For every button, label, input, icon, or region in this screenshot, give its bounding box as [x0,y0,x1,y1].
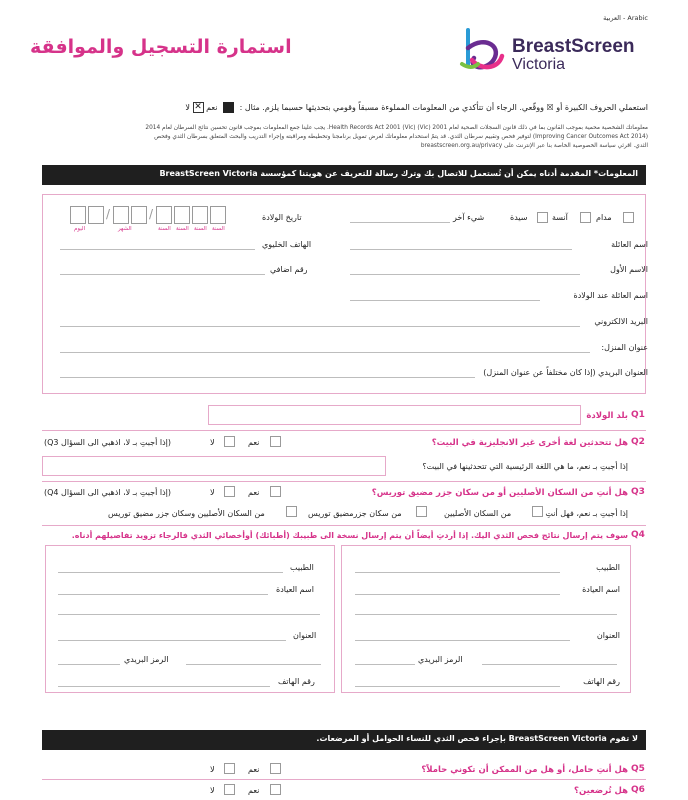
surname-label: اسم العائلة [611,240,648,249]
doctor1-clinic-label: اسم العيادة [582,585,620,594]
dob-year-1[interactable] [156,206,172,224]
birth-surname-label: اسم العائلة عند الولادة [573,291,648,300]
divider-q3 [42,525,646,526]
title-miss-label: آنسة [552,213,568,222]
q6-yes-checkbox[interactable] [270,784,281,795]
doctor1-postcode-label: الرمز البريدي [418,655,463,664]
example-checked-box [223,102,234,113]
q3-label: هل أنتِ من السكان الأصليين أو من سكان جزر مضيق توريس؟ [371,488,628,498]
doctor1-clinic-input[interactable] [355,594,560,595]
other-phone-input[interactable] [60,274,265,275]
personal-details-panel [42,194,646,394]
title-other-input[interactable] [350,222,450,223]
logo-text-1: BreastScreen [512,36,635,57]
doctor1-phone-input[interactable] [355,686,560,687]
dob-label: تاريخ الولادة [262,213,302,222]
mobile-label: الهاتف الخليوي [262,240,312,249]
q2-follow-label: إذا أجبتِ بـ نعم، ما هي اللغة الرئيسية التي تتحدثينها في البيت؟ [422,462,628,471]
q2-number: Q2 [631,437,645,447]
example-no: لا [185,103,190,112]
q6-yes-label: نعم [248,786,260,795]
language-tag: Arabic - العربية [603,14,648,22]
q2-yes-checkbox[interactable] [270,436,281,447]
q3-torres-label: من سكان جزرمضيق توريس [308,509,402,518]
q4-label: سوف يتم إرسال نتائج فحص الثدي اليك. إذا أردتِ أيضاً أن يتم إرسال نسخة الى طبيبك (أطبائك) أوأخصائي الثدي فالرجاء تزويد تفاصيلهم أدناه. [71,531,628,540]
doctor1-phone-label: رقم الهاتف [583,677,620,686]
q2-no-checkbox[interactable] [224,436,235,447]
logo-text-2: Victoria [512,56,566,73]
postal-address-label: العنوان البريدي (إذا كان مختلفاً عن عنوان المنزل) [483,368,648,377]
home-address-label: عنوان المنزل: [601,343,648,352]
q3-both-checkbox[interactable] [286,506,297,517]
divider-q1 [42,430,646,431]
q2-no-label: لا [210,438,215,447]
doctor2-address-input-2[interactable] [186,664,321,665]
title-miss-checkbox[interactable] [580,212,591,223]
doctor2-name-label: الطبيب [290,563,314,572]
dob-year-sub-1: السنة [158,226,171,232]
q3-skip-note: (إذا أجبتِ بـ لا، اذهبي الى السؤال Q4) [44,488,171,497]
divider-q2 [42,481,646,482]
q4-number: Q4 [631,530,645,540]
dob-month-1[interactable] [113,206,129,224]
home-address-input[interactable] [60,352,590,353]
q3-torres-checkbox[interactable] [416,506,427,517]
q3-number: Q3 [631,487,645,497]
dob-year-4[interactable] [210,206,226,224]
q3-both-label: من السكان الأصليين وسكان جزر مضيق توريس [108,509,265,518]
instructions-text: استعملي الحروف الكبيرة أو ☒ ووقّعي. الرجاء أن تتأكدي من المعلومات المملوءة مسبقاً وقومي بتحديثها حسبما يلزم. مثال : [239,103,648,112]
dob-year-sub-3: السنة [194,226,207,232]
doctor2-clinic-input-2[interactable] [58,614,320,615]
q3-no-checkbox[interactable] [224,486,235,497]
q6-label: هل تُرضعين؟ [574,786,628,796]
title-ms-label: سيدة [510,213,528,222]
other-phone-label: رقم اضافي [270,265,308,274]
q6-number: Q6 [631,785,645,795]
dob-slash-1: / [106,207,111,221]
doctor2-phone-label: رقم الهاتف [278,677,315,686]
q1-country-input[interactable] [208,405,581,425]
email-input[interactable] [60,326,580,327]
dob-day-1[interactable] [70,206,86,224]
q1-number: Q1 [631,410,645,420]
dob-day-2[interactable] [88,206,104,224]
mobile-input[interactable] [60,249,255,250]
doctor1-address-input-2[interactable] [482,664,617,665]
title-other-label: شيء آخر [453,213,485,222]
q2-skip-note: (إذا أجبتِ بـ لا، اذهبي الى السؤال Q3) [44,438,171,447]
postal-address-input[interactable] [60,377,475,378]
example-yes: نعم [206,103,218,112]
section-2-header: لا تقوم BreastScreen Victoria بإجراء فحص الثدي للنساء الحوامل أو المرضعات. [42,730,646,750]
doctor1-address-input[interactable] [355,640,570,641]
doctor-panel-1 [341,545,631,693]
q5-no-label: لا [210,765,215,774]
doctor1-name-input[interactable] [355,572,560,573]
dob-year-3[interactable] [192,206,208,224]
privacy-line-1: معلوماتك الشخصية محمية بموجب القانون بما في ذلك قانون السجلات الصحية لعام 2001 (Vic) Health Records Act 2001 (Vic). يجب علينا جمع المعلومات بموجب قانون تحسين نتائج السرطان لعام 2014 [145,125,648,131]
title-ms-checkbox[interactable] [537,212,548,223]
logo-mark-icon [458,26,510,76]
privacy-line-3: الثدي. اقرئي سياسة الخصوصية الخاصة بنا عبر الإنترنت على breastscreen.org.au/privacy [420,143,648,149]
form-title: استمارة التسجيل والموافقة [30,36,292,58]
q3-no-label: لا [210,488,215,497]
doctor1-clinic-input-2[interactable] [355,614,617,615]
doctor2-phone-input[interactable] [58,686,270,687]
doctor2-address-label: العنوان [293,631,317,640]
dob-year-sub-4: السنة [212,226,225,232]
q3-yes-checkbox[interactable] [270,486,281,497]
section-1-header: المعلومات* المقدمة أدناه يمكن أن تُستعمل للاتصال بك وترك رسالة للتعريف عن هويتنا كمؤسسة BreastScreen Victoria [42,165,646,185]
q3-yes-label: نعم [248,488,260,497]
q5-no-checkbox[interactable] [224,763,235,774]
first-name-label: الاسم الأول [610,265,648,274]
birth-surname-input[interactable] [350,300,540,301]
doctor2-postcode-label: الرمز البريدي [124,655,169,664]
dob-year-sub-2: السنة [176,226,189,232]
q3-aboriginal-checkbox[interactable] [532,506,543,517]
doctor2-postcode-input[interactable] [58,664,120,665]
q6-no-label: لا [210,786,215,795]
privacy-line-2: (Improving Cancer Outcomes Act 2014) لتوفير فحص وتقييم سرطان الثدي. قد يتمّ استخدام معلوماتك لغرض تمويل برنامجنا وتخطيطه ومراقبته وإجراء التدريب والبحث المتعلق بسرطان الثدي وفحص [154,134,648,140]
q5-label: هل أنتِ حامل، أو هل من الممكن أن تكوني حاملاً؟ [421,765,628,775]
q6-no-checkbox[interactable] [224,784,235,795]
breastscreen-logo [458,26,648,78]
doctor1-postcode-input[interactable] [355,664,415,665]
first-name-input[interactable] [350,274,580,275]
example-x-box: ✕ [194,102,202,112]
dob-year-2[interactable] [174,206,190,224]
q3-follow-label: إذا أجبتِ بـ نعم، فهل أنتِ [545,509,628,518]
divider-q5 [42,779,646,780]
doctor2-clinic-input[interactable] [58,594,268,595]
email-label: البريد الالكتروني [594,317,648,326]
doctor2-address-input[interactable] [58,640,286,641]
q5-yes-checkbox[interactable] [270,763,281,774]
q3-aboriginal-label: من السكان الأصليين [444,509,512,518]
doctor1-name-label: الطبيب [596,563,620,572]
dob-month-sub: الشهر [118,226,132,232]
q5-number: Q5 [631,764,645,774]
doctor2-clinic-label: اسم العيادة [276,585,314,594]
surname-input[interactable] [350,249,572,250]
q1-label: بلد الولادة [586,411,628,421]
instructions [185,102,648,113]
q5-yes-label: نعم [248,765,260,774]
doctor1-address-label: العنوان [596,631,620,640]
q2-language-input[interactable] [42,456,386,476]
doctor2-name-input[interactable] [58,572,283,573]
dob-slash-2: / [149,207,154,221]
q2-yes-label: نعم [248,438,260,447]
title-mrs-label: مدام [596,213,612,222]
privacy-notice [44,124,648,151]
q2-label: هل تتحدثين لغة أخرى غير الانجليزية في البيت؟ [431,438,628,448]
dob-day-sub: اليوم [74,226,86,232]
title-mrs-checkbox[interactable] [623,212,634,223]
dob-month-2[interactable] [131,206,147,224]
